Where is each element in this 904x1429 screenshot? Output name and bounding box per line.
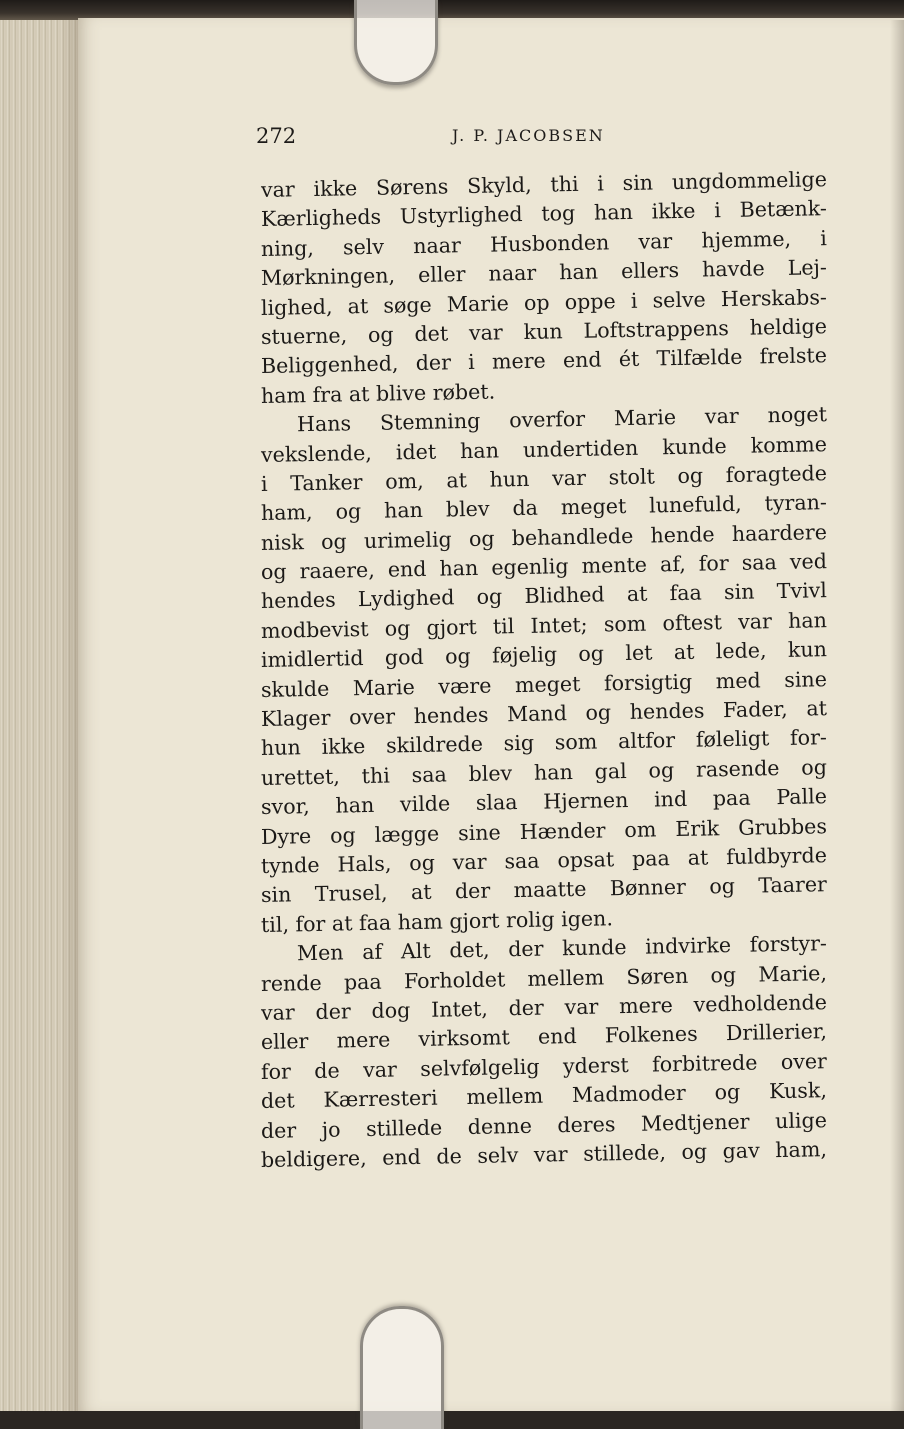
text-line: sin Trusel, at der maatte Bønner og Taarer [260,872,828,908]
text-line: stuerne, og det var kun Loftstrappens heldige [260,314,828,349]
text-line: Mørkningen, eller naar han ellers havde Lej- [260,255,828,291]
text-line: til, for at faa ham gjort rolig igen. [260,906,614,937]
text-line: lighed, at søge Marie op oppe i selve Herskabs- [260,284,828,320]
text-line: tynde Hals, og var saa opsat paa at fuldbyrde [260,843,828,878]
text-line: vekslende, idet han undertiden kunde komme [260,431,828,467]
page-right-shadow [890,20,904,1411]
text-line: og raaere, end han egenlig mente af, for saa ved [260,549,828,585]
text-line: eller mere virksomt end Folkenes Drillerier, [260,1019,828,1055]
running-head: J. P. JACOBSEN [452,126,605,145]
text-line: Hans Stemning overfor Marie var noget [296,402,828,437]
text-line: imidlertid god og føjelig og let at lede, kun [260,637,828,673]
text-line: ham, og han blev da meget lunefuld, tyran- [260,490,828,526]
text-line: var der dog Intet, der var mere vedholdende [260,990,828,1025]
text-line: skulde Marie være meget forsigtig med sine [260,666,828,702]
text-line: rende paa Forholdet mellem Søren og Marie, [260,960,828,996]
body-text [260,167,828,1175]
text-line: Men af Alt det, der kunde indvirke forstyr- [296,931,828,966]
page-number: 272 [256,124,297,148]
text-line: Klager over hendes Mand og hendes Fader, at [260,696,828,732]
text-line: urettet, thi saa blev han gal og rasende og [260,754,828,790]
text-line: hendes Lydighed og Blidhed at faa sin Tvivl [260,578,828,614]
text-line: modbevist og gjort til Intet; som oftest var han [260,607,828,643]
text-line: i Tanker om, at hun var stolt og foragtede [260,461,828,496]
text-line: svor, han vilde slaa Hjernen ind paa Palle [260,784,828,820]
top-page-clip [354,0,438,85]
text-line: Beliggenhed, der i mere end ét Tilfælde frelste [260,343,828,379]
text-line: beldigere, end de selv var stillede, og gav ham, [260,1137,828,1172]
text-line: hun ikke skildrede sig som altfor føleligt for- [260,725,828,761]
text-line: det Kærresteri mellem Madmoder og Kusk, [260,1078,828,1114]
text-line: Dyre og lægge sine Hænder om Erik Grubbes [260,813,828,849]
text-line: Kærligheds Ustyrlighed tog han ikke i Betænk- [260,196,828,232]
text-line: der jo stillede denne deres Medtjener ulige [260,1107,828,1143]
text-line: ham fra at blive røbet. [260,379,496,408]
text-line: var ikke Sørens Skyld, thi i sin ungdommelige [260,167,828,202]
text-line: nisk og urimelig og behandlede hende haardere [260,519,828,555]
page-header [256,124,826,154]
text-line: for de var selvfølgelig yderst forbitrede over [260,1048,828,1084]
text-line: ning, selv naar Husbonden var hjemme, i [260,225,828,261]
